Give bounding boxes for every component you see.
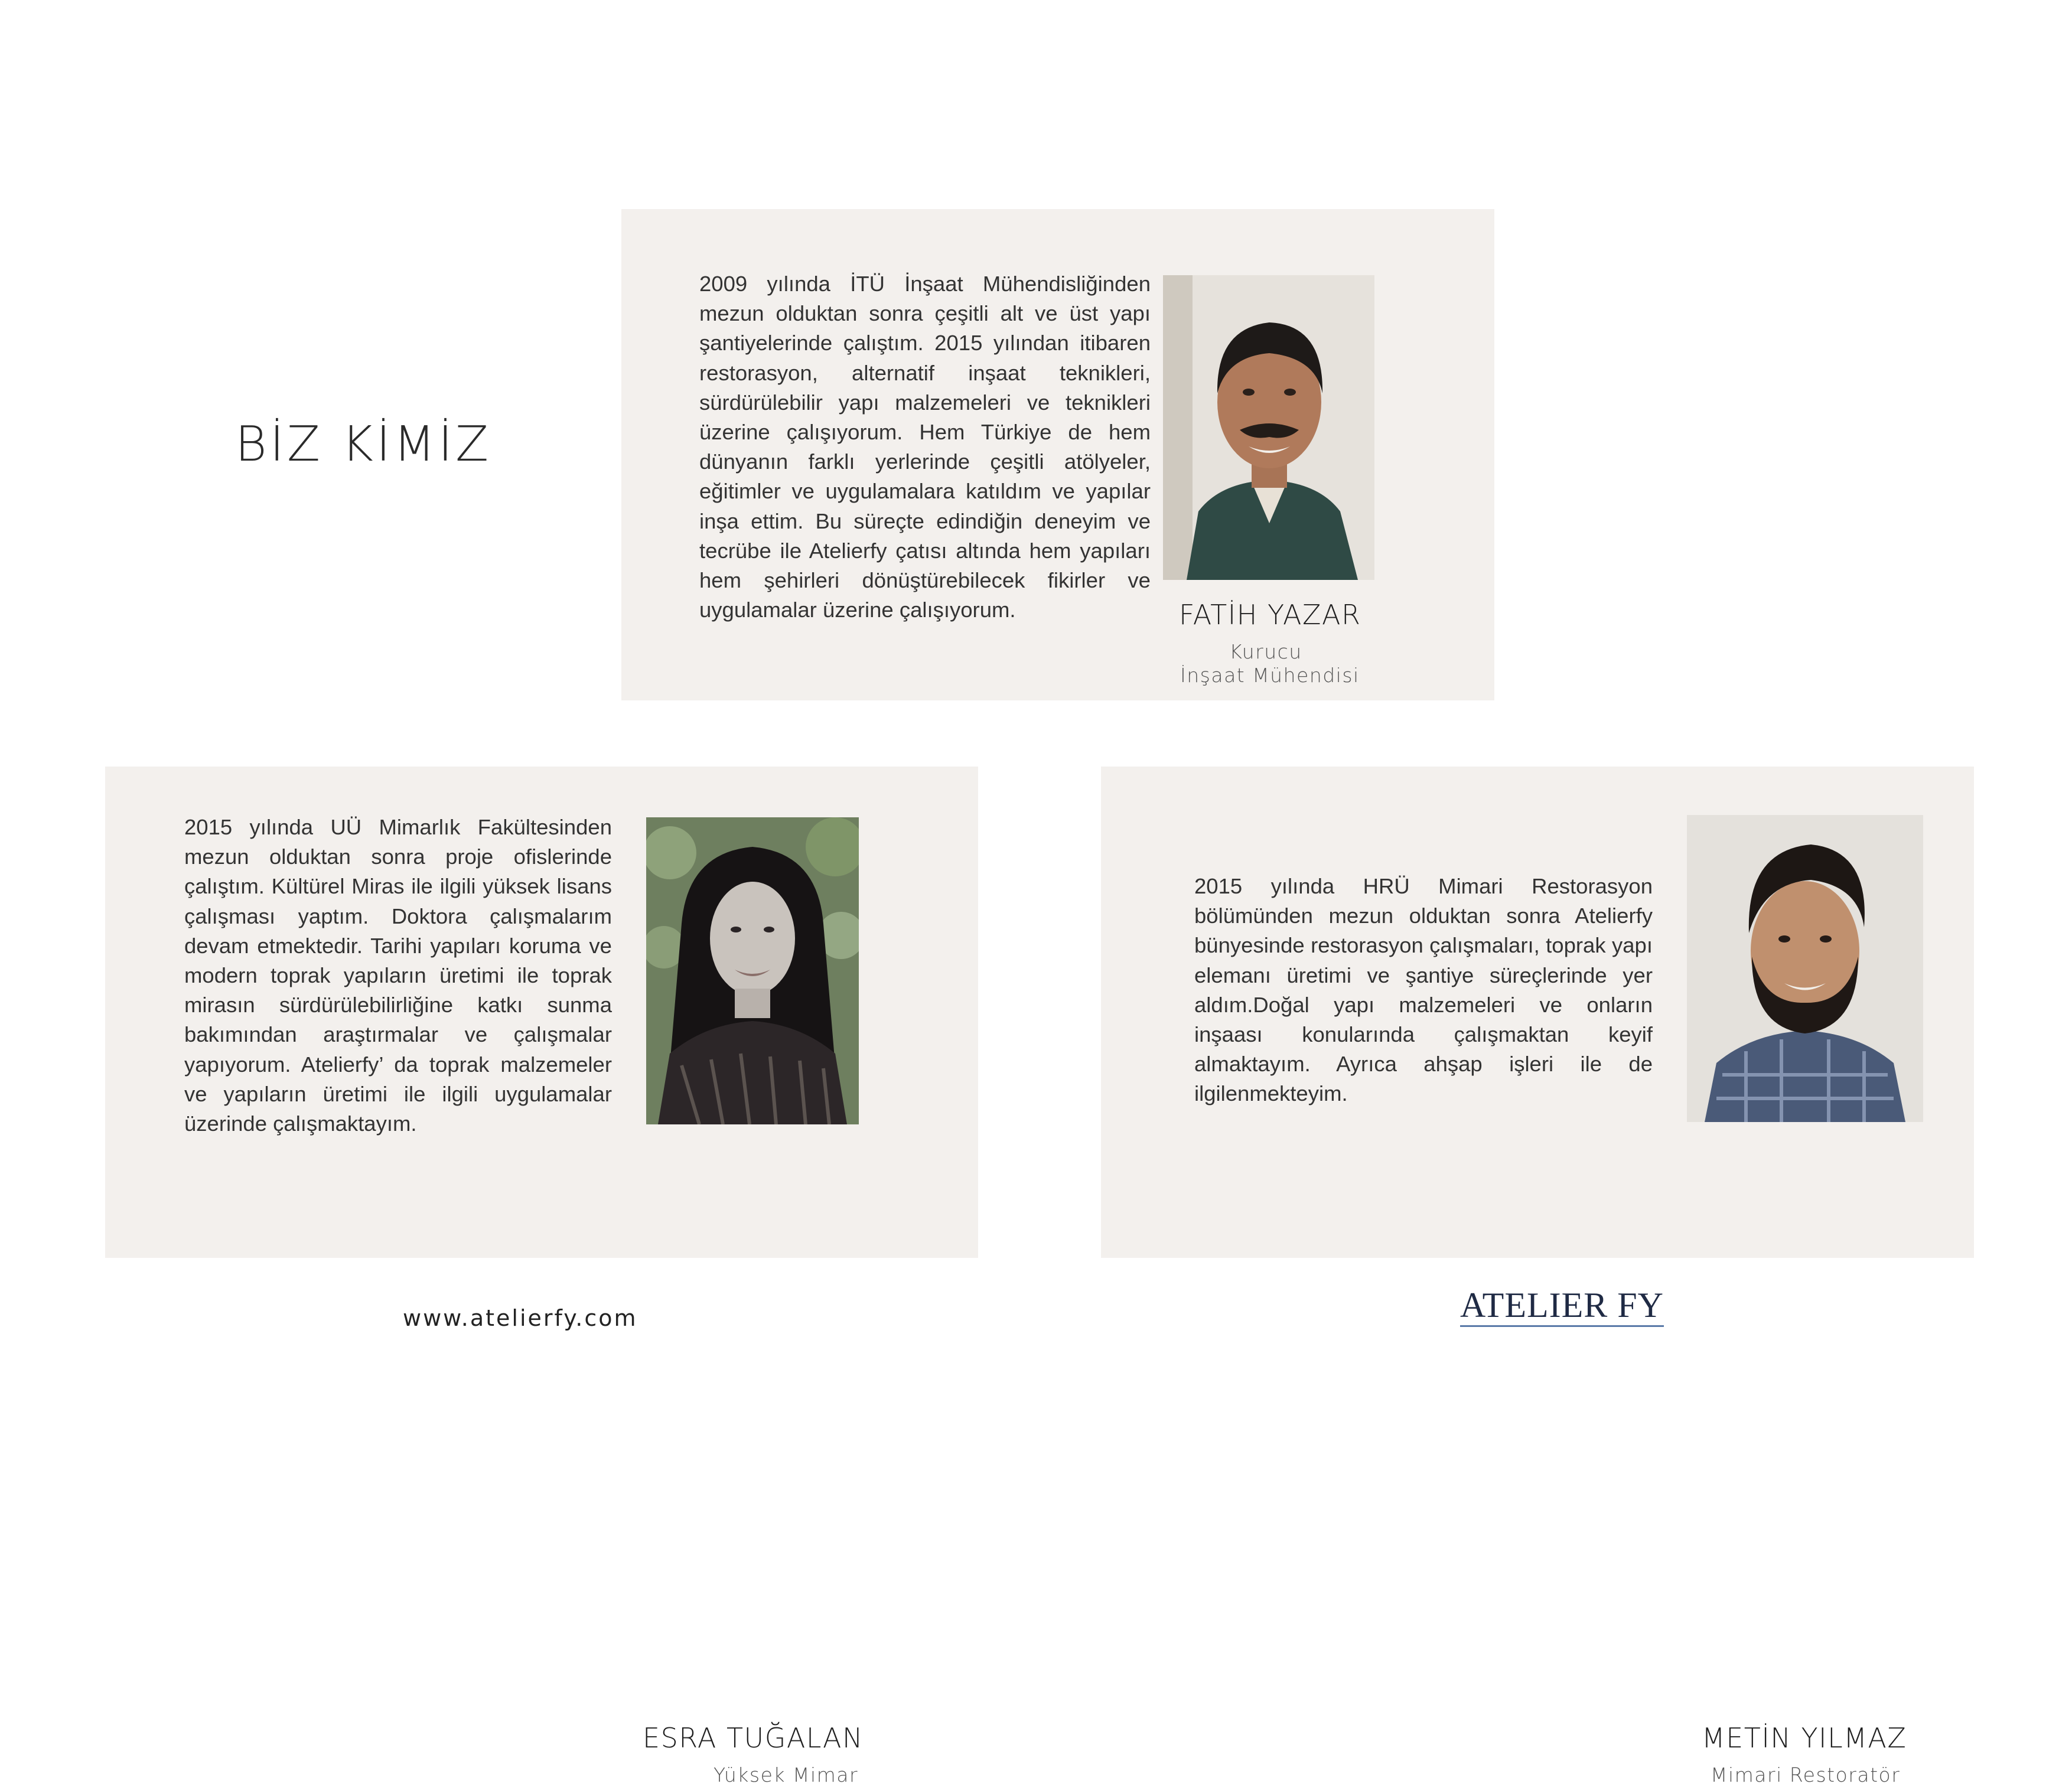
- portrait-photo: [1687, 815, 1923, 1122]
- brand-logo: ATELIER FY: [1460, 1286, 1664, 1327]
- portrait-photo: [646, 817, 859, 1124]
- website-link[interactable]: www.atelierfy.com: [403, 1305, 638, 1331]
- portrait-photo: [1163, 275, 1374, 580]
- bio-text: 2009 yılında İTÜ İnşaat Mühendisliğinden mezun olduktan sonra çeşitli alt ve üst yapı şantiyelerinde çalıştım. 2015 yılından itibaren restorasyon, alternatif inşaat teknikleri, sürdürülebilir yapı malzemeleri ve teknikleri üzerine çalışıyorum. Hem Türkiye de hem dünyanın farklı yerlerinde çeşitli atölyeler, eğitimler ve uygulamalara katıldım ve yapılar inşa ettim. Bu süreçte edindiğin deneyim ve tecrübe ile Atelierfy çatısı altında hem yapıları hem şehirleri dönüştürebilecek fikirler ve uygulamalar üzerine çalışıyorum.: [699, 272, 1151, 622]
- team-card-fatih-yazar: [621, 209, 1494, 700]
- person-name: ESRA TUĞALAN: [643, 1722, 864, 1754]
- bio-text: 2015 yılında HRÜ Mimari Restorasyon bölümünden mezun olduktan sonra Atelierfy bünyesinde restorasyon çalışmaları, toprak yapı elemanı üretimi ve şantiye süreçlerinde yer aldım.Doğal yapı malzemeleri ve onların inşaası konularında çalışmaktan keyif almaktayım. Ayrıca ahşap işleri ile de ilgilenmekteyim.: [1194, 874, 1653, 1106]
- person-name: METİN YILMAZ: [1702, 1722, 1907, 1754]
- bio-text: 2015 yılında UÜ Mimarlık Fakültesinden mezun olduktan sonra proje ofislerinde çalıştım. Kültürel Miras ile ilgili yüksek lisans çalışması yaptım. Doktora çalışmalarım devam etmektedir. Tarihi yapıları koruma ve modern toprak yapıların üretimi ile toprak mirasın sürdürülebilirliğine katkı sunma bakımından araştırmalar ve çalışmalar yapıyorum. Atelierfy’ da toprak malzemeler ve yapıların üretimi ile ilgili uygulamalar üzerinde çalışmaktayım.: [184, 815, 612, 1136]
- page-title: BİZ KİMİZ: [235, 416, 492, 472]
- person-role: Mimari Restoratör: [1711, 1763, 1901, 1786]
- person-name: FATİH YAZAR: [1179, 599, 1361, 631]
- team-card-metin-yilmaz: [1101, 767, 1974, 1786]
- person-role: Kurucu: [1229, 640, 1302, 663]
- person-role: Yüksek Mimar: [714, 1763, 859, 1786]
- person-role: İnşaat Mühendisi: [1180, 664, 1360, 687]
